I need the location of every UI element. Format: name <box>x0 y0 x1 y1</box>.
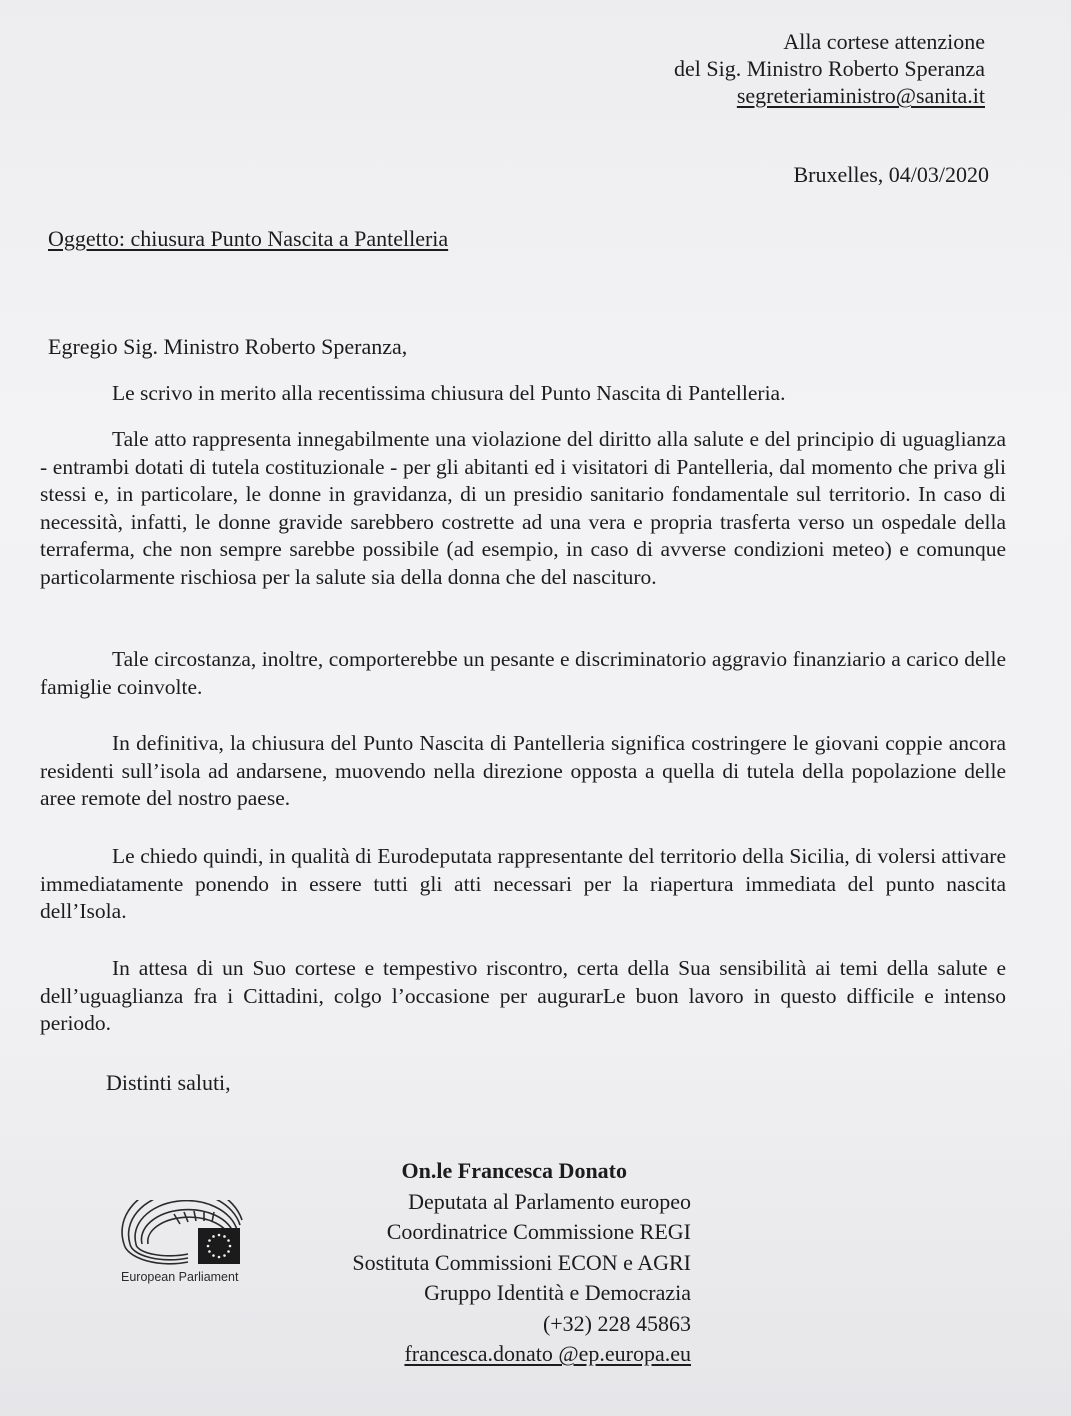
signatory-email-link[interactable]: francesca.donato @ep.europa.eu <box>404 1341 691 1366</box>
signature-block <box>352 1156 691 1370</box>
logo-label: European Parliament <box>121 1270 239 1284</box>
subject-line: Oggetto: chiusura Punto Nascita a Pantelleria <box>48 226 449 251</box>
body-paragraph: Le scrivo in merito alla recentissima chiusura del Punto Nascita di Pantelleria. <box>112 381 786 405</box>
addressee-line-2: del Sig. Ministro Roberto Speranza <box>673 56 985 81</box>
signatory-role: Deputata al Parlamento europeo <box>408 1188 691 1214</box>
eu-star-icon <box>208 1250 211 1253</box>
eu-star-icon <box>212 1254 215 1257</box>
addressee-line-1: Alla cortese attenzione <box>783 29 985 54</box>
body-paragraph: In definitiva, la chiusura del Punto Nascita di Pantelleria significa costringere le giovani coppie ancora residenti sull’isola ad andarsene, muovendo nella direzione opposta a quella di tutela della popolazione delle aree remote del nostro paese. <box>40 731 1006 810</box>
signatory-group: Gruppo Identità e Democrazia <box>424 1280 691 1305</box>
eu-star-icon <box>208 1239 211 1242</box>
signatory-name: On.le Francesca Donato <box>401 1158 627 1183</box>
signatory-role: Sostituta Commissioni ECON e AGRI <box>352 1249 691 1275</box>
eu-flag-icon <box>198 1228 240 1264</box>
eu-star-icon <box>218 1256 221 1259</box>
eu-star-icon <box>229 1245 232 1248</box>
parliament-emblem-icon <box>116 1200 256 1270</box>
eu-star-icon <box>207 1245 210 1248</box>
eu-star-icon <box>227 1239 230 1242</box>
salutation: Egregio Sig. Ministro Roberto Speranza, <box>48 334 408 359</box>
body-paragraph: In attesa di un Suo cortese e tempestivo riscontro, certa della Sua sensibilità ai temi della salute e dell’uguaglianza fra i Cittadini, colgo l’occasione per augurarLe buon lavoro in questo difficile e intenso periodo. <box>40 956 1006 1035</box>
eu-star-icon <box>212 1235 215 1238</box>
eu-star-icon <box>218 1234 221 1237</box>
eu-star-icon <box>227 1250 230 1253</box>
addressee-block <box>674 28 985 109</box>
signatory-phone: (+32) 228 45863 <box>542 1310 691 1336</box>
body-paragraph: Tale atto rappresenta innegabilmente una violazione del diritto alla salute e del principio di uguaglianza - entrambi dotati di tutela costituzionale - per gli abitanti ed i visitatori di Pantelleria, dal momento che priva gli stessi e, in particolare, le donne in gravidanza, di un presidio sanitario fondamentale sul territorio. In caso di necessità, infatti, le donne gravide sarebbero costrette ad una vera e propria trasferta verso un ospedale della terraferma, che non sempre sarebbe possibile (ad esempio, in caso di avverse condizioni meteo) e comunque particolarmente rischiosa per la salute sia della donna che del nascituro. <box>40 427 1006 589</box>
signatory-role: Coordinatrice Commissione REGI <box>386 1219 691 1244</box>
eu-star-icon <box>223 1254 226 1257</box>
eu-star-icon <box>223 1235 226 1238</box>
letter-date: Bruxelles, 04/03/2020 <box>793 162 989 187</box>
body-paragraph: Tale circostanza, inoltre, comporterebbe un pesante e discriminatorio aggravio finanziario a carico delle famiglie coinvolte. <box>40 647 1006 699</box>
addressee-email-link[interactable]: segreteriaministro@sanita.it <box>736 83 985 108</box>
body-paragraph: Le chiedo quindi, in qualità di Eurodeputata rappresentante del territorio della Sicilia, di volersi attivare immediatamente ponendo in essere tutti gli atti necessari per la riapertura immediata del punto nascita dell’Isola. <box>40 844 1006 923</box>
closing-greeting: Distinti saluti, <box>106 1070 231 1095</box>
